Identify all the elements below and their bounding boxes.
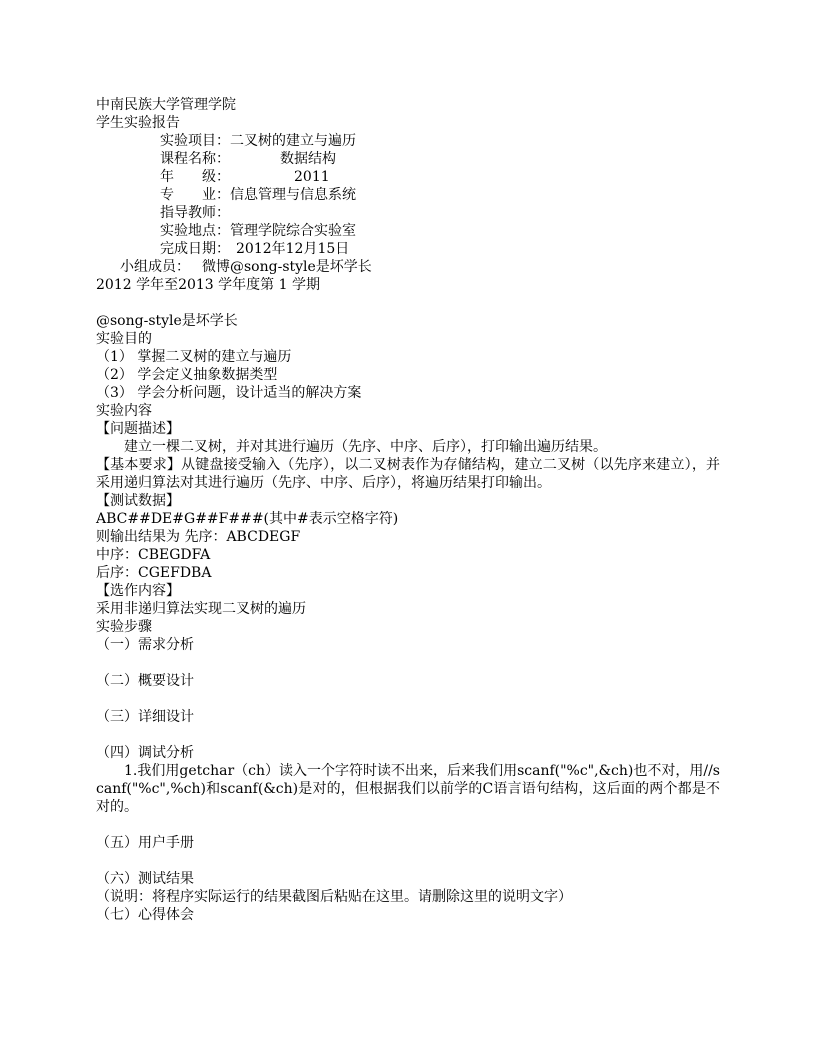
major-label: 专 业：: [160, 187, 230, 203]
course-value: 数据结构: [280, 151, 336, 167]
date-value: 2012年12月15日: [236, 241, 350, 257]
step-test-results: （六）测试结果: [96, 871, 194, 887]
purpose-item-1: （1） 掌握二叉树的建立与遍历: [96, 349, 292, 365]
step-reflection: （七）心得体会: [96, 907, 194, 923]
teacher-row: [96, 204, 720, 222]
test-result-note: （说明：将程序实际运行的结果截图后粘贴在这里。请删除这里的说明文字）: [96, 889, 572, 905]
debug-text: 1.我们用getchar（ch）读入一个字符时读不出来，后来我们用scanf("%c",&ch)也不对，用//scanf("%c",%ch)和scanf(&ch)是对的，但根据我们以前学的C语言语句结构，这后面的两个都是不对的。: [96, 763, 720, 815]
members-value: 微博@song-style是坏学长: [202, 259, 372, 275]
spacer: [96, 852, 720, 870]
problem-heading: 【问题描述】: [96, 421, 180, 437]
location-value: 管理学院综合实验室: [230, 223, 356, 239]
test-data-input: ABC##DE#G##F###(其中#表示空格字符): [96, 511, 399, 527]
step-debug-analysis: （四）调试分析: [96, 745, 194, 761]
spacer: [96, 726, 720, 744]
grade-value: 2011: [294, 169, 330, 185]
author-line: @song-style是坏学长: [96, 313, 238, 329]
course-label: 课程名称：: [160, 151, 230, 167]
major-row: [96, 186, 720, 204]
step-requirements-analysis: （一）需求分析: [96, 637, 194, 653]
grade-label: 年 级：: [160, 169, 230, 185]
purpose-item-2: （2） 学会定义抽象数据类型: [96, 367, 278, 383]
optional-heading: 【选作内容】: [96, 583, 180, 599]
requirements-heading: 【基本要求】: [96, 457, 182, 473]
grade-row: [96, 168, 720, 186]
content-heading: 实验内容: [96, 403, 152, 419]
project-label: 实验项目：: [160, 133, 230, 149]
test-output-postorder: 后序：CGEFDBA: [96, 565, 212, 581]
test-output-inorder: 中序：CBEGDFA: [96, 547, 211, 563]
project-row: [96, 132, 720, 150]
spacer: [96, 294, 720, 312]
location-label: 实验地点：: [160, 223, 230, 239]
purpose-item-3: （3） 学会分析问题，设计适当的解决方案: [96, 385, 362, 401]
requirements-paragraph: [96, 456, 720, 492]
report-type: 学生实验报告: [96, 115, 180, 131]
requirements-text: 从键盘接受输入（先序），以二叉树表作为存储结构，建立二叉树（以先序来建立），并采用递归算法对其进行遍历（先序、中序、后序），将遍历结果打印输出。: [96, 457, 721, 491]
problem-text: 建立一棵二叉树，并对其进行遍历（先序、中序、后序），打印输出遍历结果。: [124, 439, 607, 455]
course-row: [96, 150, 720, 168]
university-name: 中南民族大学管理学院: [96, 97, 236, 113]
step-detailed-design: （三）详细设计: [96, 709, 194, 725]
spacer: [96, 816, 720, 834]
optional-text: 采用非递归算法实现二叉树的遍历: [96, 601, 306, 617]
spacer: [96, 690, 720, 708]
project-value: 二叉树的建立与遍历: [230, 133, 356, 149]
document-page: [96, 96, 720, 924]
semester: 2012 学年至2013 学年度第 1 学期: [96, 277, 320, 293]
spacer: [96, 654, 720, 672]
test-data-heading: 【测试数据】: [96, 493, 180, 509]
step-outline-design: （二）概要设计: [96, 673, 194, 689]
major-value: 信息管理与信息系统: [230, 187, 356, 203]
purpose-heading: 实验目的: [96, 331, 152, 347]
teacher-label: 指导教师：: [160, 205, 230, 221]
date-label: 完成日期：: [160, 241, 230, 257]
location-row: [96, 222, 720, 240]
step-user-manual: （五）用户手册: [96, 835, 194, 851]
members-row: [96, 258, 720, 276]
members-label: 小组成员：: [120, 259, 190, 275]
steps-heading: 实验步骤: [96, 619, 152, 635]
test-output-preorder: 则输出结果为 先序：ABCDEGF: [96, 529, 301, 545]
date-row: [96, 240, 720, 258]
